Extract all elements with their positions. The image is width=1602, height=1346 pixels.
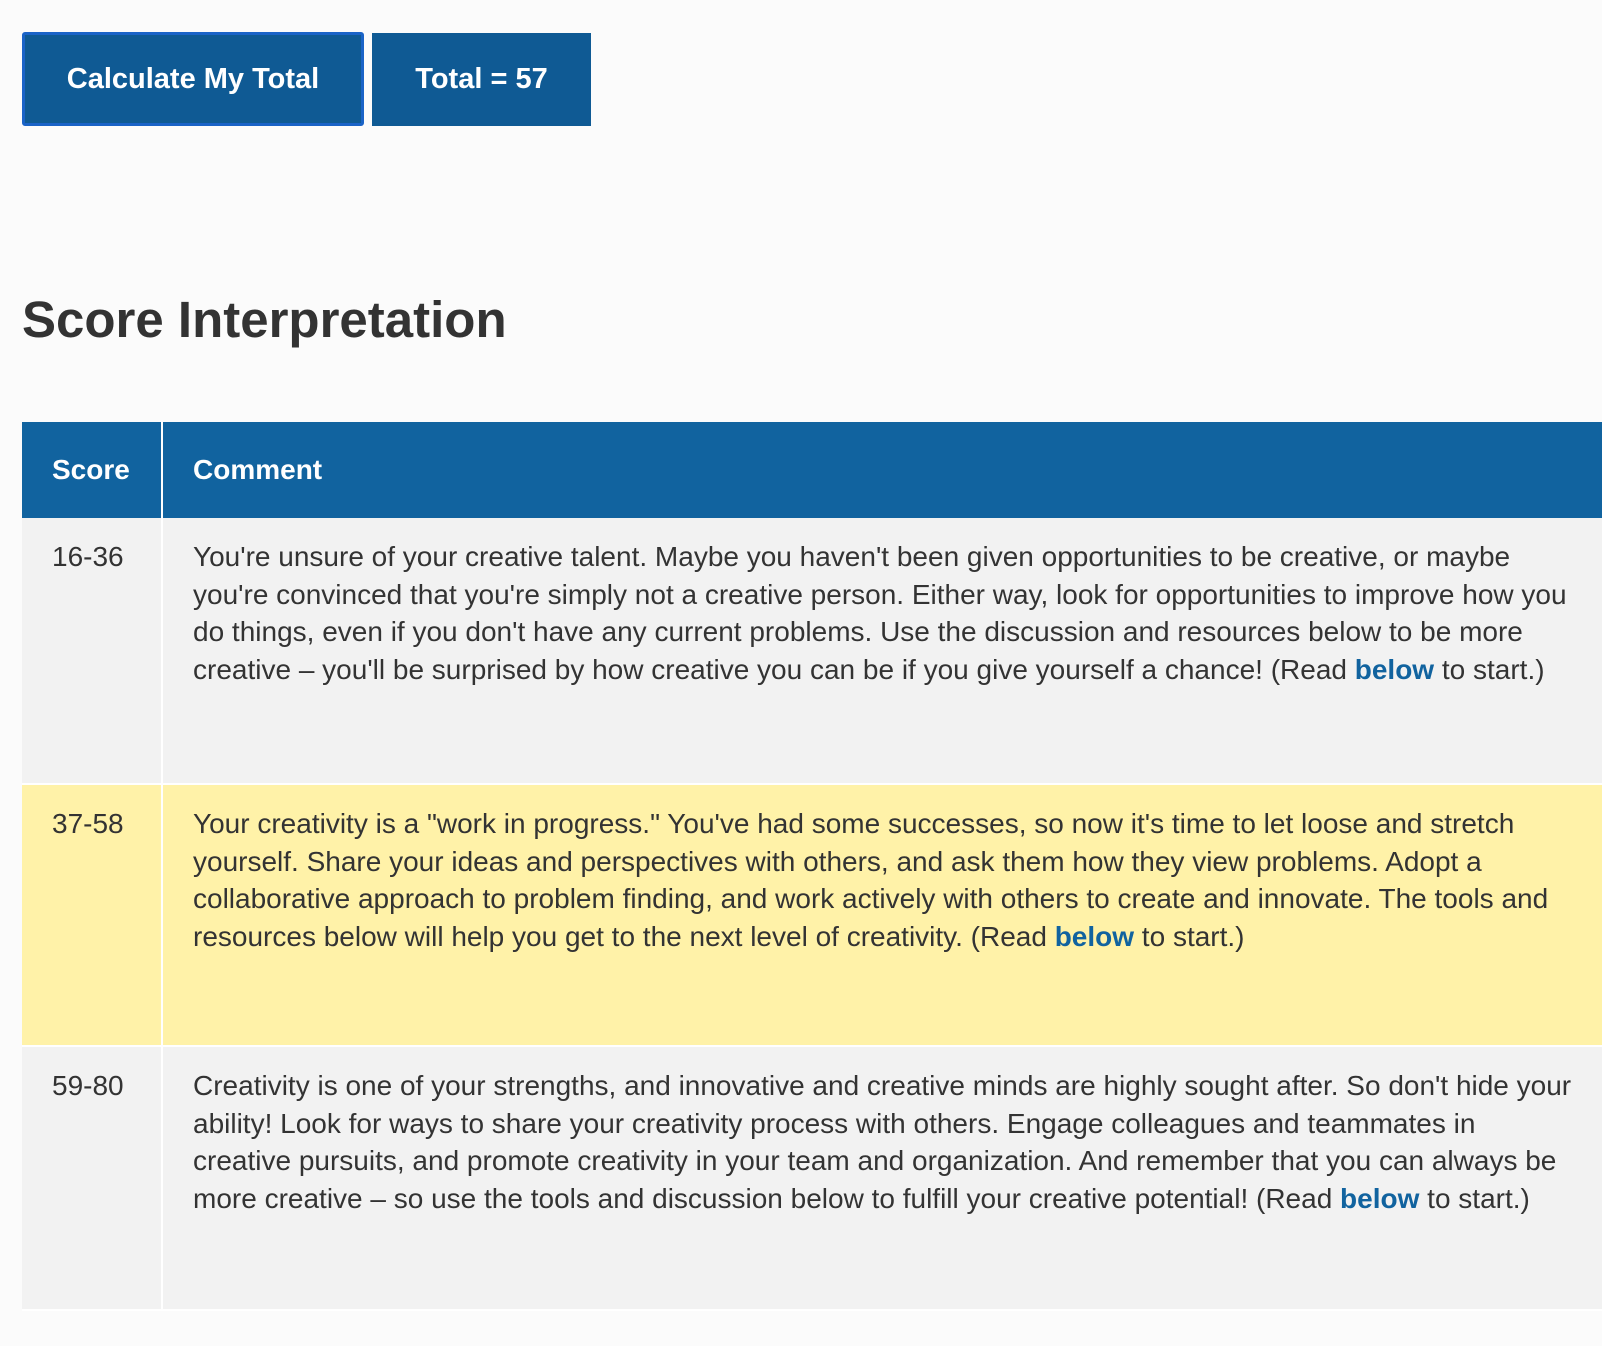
- button-row: [22, 32, 591, 126]
- comment-cell: [162, 518, 1602, 784]
- table-row: [22, 1046, 1602, 1310]
- score-cell: 59-80: [22, 1046, 162, 1310]
- section-heading: Score Interpretation: [22, 291, 507, 348]
- below-link[interactable]: below: [1354, 653, 1435, 685]
- table-row: [22, 518, 1602, 784]
- calculate-total-button[interactable]: Calculate My Total: [22, 32, 364, 126]
- table-header-row: [22, 422, 1602, 518]
- score-interpretation-table: [22, 422, 1602, 1311]
- comment-cell: [162, 1046, 1602, 1310]
- score-cell: 16-36: [22, 518, 162, 784]
- comment-text-end: to start.): [1434, 653, 1545, 685]
- comment-text: Your creativity is a "work in progress." You've had some successes, so now it's time to let loose and stretch yourself. Share your ideas and perspectives with others, and ask them how they view problems. Adopt a collaborative approach to problem finding, and work actively with others to create and innovate. The tools and resources below will help you get to the next level of creativity. (Read: [193, 808, 1549, 952]
- comment-text: Creativity is one of your strengths, and innovative and creative minds are highly sought after. So don't hide your ability! Look for ways to share your creativity process with others. Engage colleagues and teammates in creative pursuits, and promote creativity in your team and organization. And remember that you can always be more creative – so use the tools and discussion below to fulfill your creative potential! (Read: [193, 1070, 1572, 1214]
- below-link[interactable]: below: [1340, 1182, 1420, 1214]
- table-row-highlighted: [22, 784, 1602, 1046]
- comment-text-end: to start.): [1419, 1182, 1530, 1214]
- comment-cell: [162, 784, 1602, 1046]
- score-cell: 37-58: [22, 784, 162, 1046]
- header-score: Score: [22, 422, 162, 518]
- comment-text-end: to start.): [1134, 920, 1245, 952]
- total-display: Total = 57: [372, 33, 591, 126]
- below-link[interactable]: below: [1054, 920, 1135, 952]
- comment-text: You're unsure of your creative talent. Maybe you haven't been given opportunities to be creative, or maybe you're convinced that you're simply not a creative person. Either way, look for opportunities to improve how you do things, even if you don't have any current problems. Use the discussion and resources below to be more creative – you'll be surprised by how creative you can be if you give yourself a chance! (Read: [193, 541, 1567, 685]
- header-comment: Comment: [162, 422, 1602, 518]
